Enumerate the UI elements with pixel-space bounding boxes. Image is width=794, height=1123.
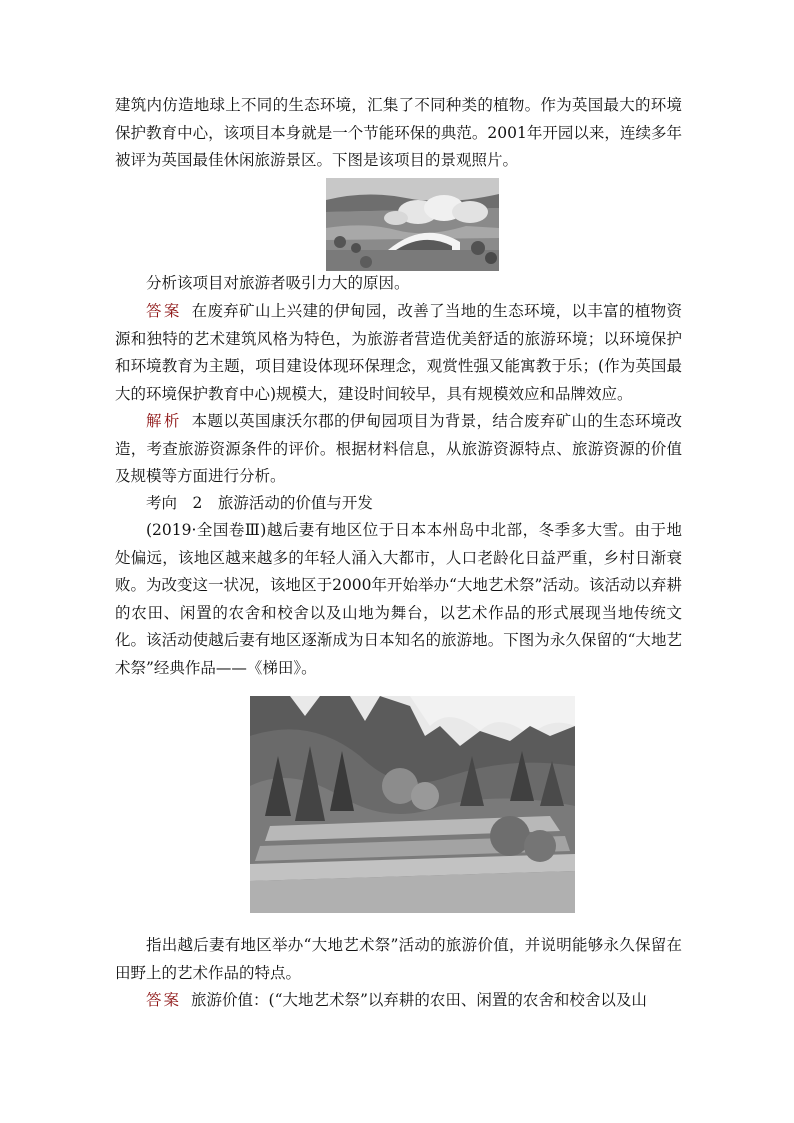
paragraph-eden-description: 建筑内仿造地球上不同的生态环境，汇集了不同种类的植物。作为英国最大的环境保护教育中心，该项目本身就是一个节能环保的典范。2001年开园以来，连续多年被评为英国最佳休闲旅游景区。下图是该项目的景观照片。 <box>115 96 682 169</box>
answer-label: 答案 <box>146 302 182 320</box>
terraced-field-photo <box>250 696 575 913</box>
question-2: 指出越后妻有地区举办“大地艺术祭”活动的旅游价值，并说明能够永久保留在田野上的艺术作品的特点。 <box>115 936 682 982</box>
explanation-1-text: 本题以英国康沃尔郡的伊甸园项目为背景，结合废弃矿山的生态环境改造，考查旅游资源条件的评价。根据材料信息，从旅游资源特点、旅游资源的价值及规模等方面进行分析。 <box>115 412 682 485</box>
answer-1-text: 在废弃矿山上兴建的伊甸园，改善了当地的生态环境，以丰富的植物资源和独特的艺术建筑风格为特色，为旅游者营造优美舒适的旅游环境；以环境保护和环境教育为主题，项目建设体现环保理念，观赏性强又能寓教于乐；(作为英国最大的环境保护教育中心)规模大，建设时间较早，具有规模效应和品牌效应。 <box>115 302 682 403</box>
answer-1 <box>115 298 682 408</box>
question-1: 分析该项目对旅游者吸引力大的原因。 <box>146 274 410 292</box>
answer-2-text: 旅游价值：(“大地艺术祭”以弃耕的农田、闲置的农舍和校舍以及山 <box>191 991 647 1009</box>
eden-project-photo <box>326 178 499 271</box>
explanation-label: 解析 <box>146 412 182 430</box>
answer-label-2: 答案 <box>146 991 182 1009</box>
answer-2 <box>115 987 682 1015</box>
section-heading-2: 考向 2 旅游活动的价值与开发 <box>146 494 373 512</box>
paragraph-echigo-tsumari: (2019·全国卷Ⅲ)越后妻有地区位于日本本州岛中北部，冬季多大雪。由于地处偏远，该地区越来越多的年轻人涌入大都市，人口老龄化日益严重，乡村日渐衰败。为改变这一状况，该地区于2000年开始举办“大地艺术祭”活动。该活动以弃耕的农田、闲置的农舍和校舍以及山地为舞台，以艺术作品的形式展现当地传统文化。该活动使越后妻有地区逐渐成为日本知名的旅游地。下图为永久保留的“大地艺术祭”经典作品——《梯田》。 <box>115 521 682 677</box>
explanation-1 <box>115 408 682 491</box>
